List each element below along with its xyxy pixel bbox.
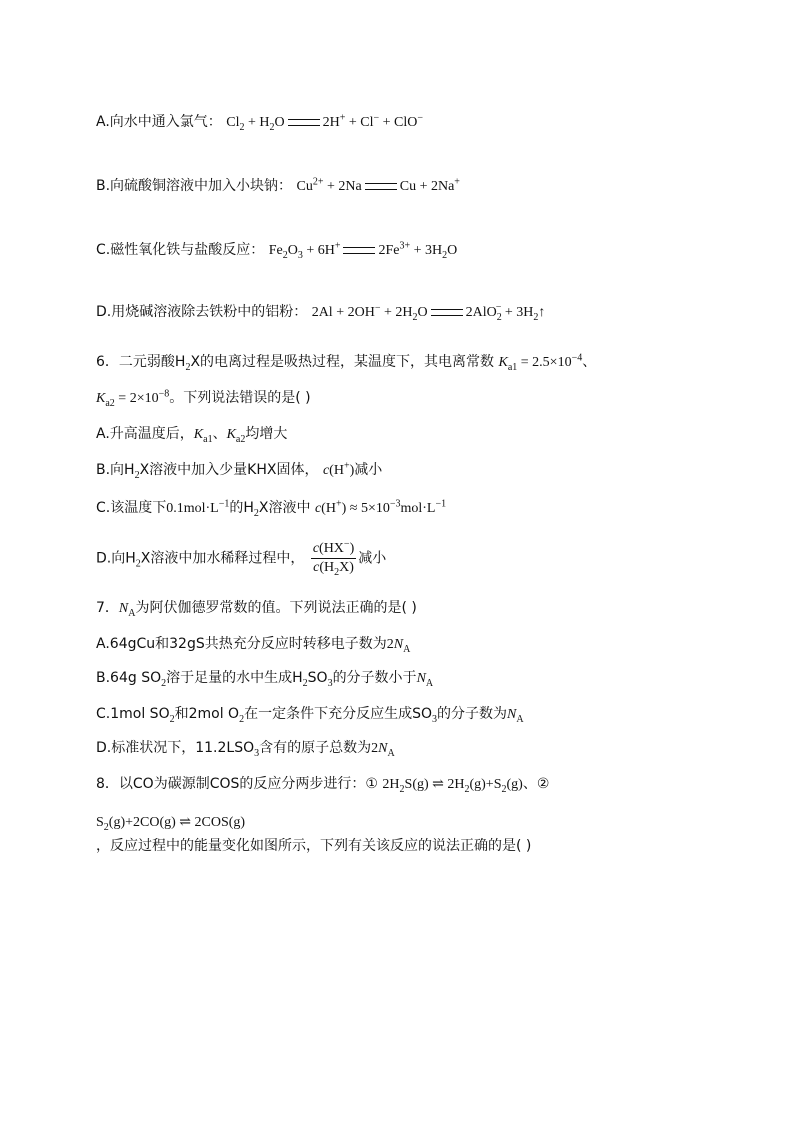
q7-option-d: D.标准状况下，$11.2LSO_3$含有的原子总数为$2N_A$ xyxy=(96,740,395,759)
q7-stem: 7．$N_A$为阿伏伽德罗常数的值。下列说法正确的是( ) xyxy=(96,600,417,619)
q8-stem-line1: 8．以CO为碳源制COS的反应分两步进行：① $2H_2S(g)$ ⇌ $2H_2(g)+S_2(g)$、② xyxy=(96,776,550,795)
q5-b-equation: $Cu^{2+} + 2Na$ Cu + 2Na+ xyxy=(296,176,460,194)
q5-d-label: D.用烧碱溶液除去铁粉中的铝粉： xyxy=(96,304,308,320)
q5-a-label: A.向水中通入氯气： xyxy=(96,114,222,130)
q6-option-a: A.升高温度后，$K_{a1}$、$K_{a2}$均增大 xyxy=(96,426,288,445)
q8-stem-line3: ，反应过程中的能量变化如图所示，下列有关该反应的说法正确的是( ) xyxy=(96,838,532,854)
q5-option-c xyxy=(96,240,457,261)
q5-b-label: B.向硫酸铜溶液中加入小块钠： xyxy=(96,178,293,194)
q6-stem-line2: $K_{a2} = 2\times 10^{-8}$。下列说法错误的是( ) xyxy=(96,388,311,409)
q6-stem-line1: 6．二元弱酸$H_2X$的电离过程是吸热过程，某温度下，其电离常数 $K_{a1} = 2.5\times 10^{-4}$、 xyxy=(96,352,597,373)
q8-stem-line2: $S_2(g)+2CO(g)$ ⇌ 2COS(g) xyxy=(96,815,246,833)
q5-option-a xyxy=(96,112,423,133)
q7-option-a: A.64gCu和32gS共热充分反应时转移电子数为$2N_A$ xyxy=(96,636,411,655)
q5-option-b xyxy=(96,176,460,197)
q5-option-d xyxy=(96,302,545,323)
q7-option-c: C.1mol $SO_2$和2mol $O_2$在一定条件下充分反应生成$SO_3$的分子数为$N_A$ xyxy=(96,706,524,725)
q6-option-b: B.向$H_2X$溶液中加入少量KHX固体， c(H+)减小 xyxy=(96,460,383,481)
q5-a-equation: $Cl_2 + H_2O$ 2H+ + Cl− + ClO− xyxy=(226,112,424,133)
q5-d-equation: $2Al + 2OH^- + 2H_2O$ $2AlO_2^- + 3H_2↑$ xyxy=(311,302,546,323)
q6-option-d: D.向$H_2X$溶液中加水稀释过程中， $\frac{c(HX^-)}{c(H_2X)}$ 减小 xyxy=(96,538,387,578)
q7-option-b: B.64g $SO_2$溶于足量的水中生成$H_2SO_3$的分子数小于$N_A$ xyxy=(96,670,434,689)
q6-option-c: C.该温度下$0.1mol\cdot L^{-1}$的$H_2X$溶液中 $c(H^+) \approx 5\times 10^{-3}mol\cdot L^{-1}$ xyxy=(96,498,447,519)
q5-c-label: C.磁性氧化铁与盐酸反应： xyxy=(96,242,265,258)
q5-c-equation: $Fe_2O_3 + 6H^+$ $2Fe^{3+} + 3H_2O$ xyxy=(268,240,458,261)
q6-d-fraction: $\frac{c(HX^-)}{c(H_2X)}$ xyxy=(312,538,355,578)
